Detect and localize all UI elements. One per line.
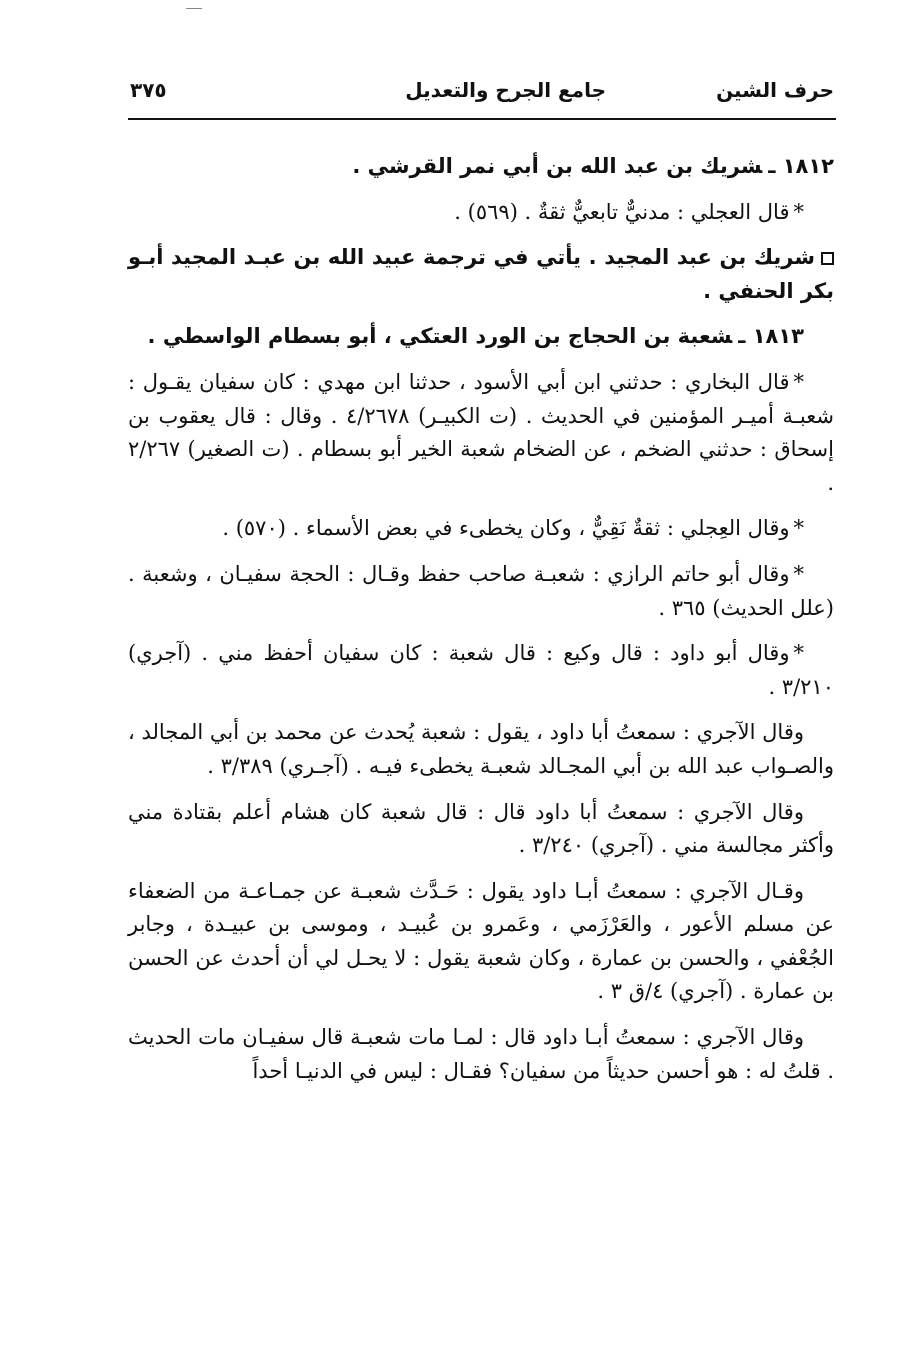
paragraph-text: وقال أبو داود : قال وكيع : قال شعبة : كان سفيان أحفظ مني . (آجري) ٣/٢١٠ . [128, 641, 834, 699]
paragraph-text: وقال أبو حاتم الرازي : شعبـة صاحب حفظ وقـال : الحجة سفيـان ، وشعبة . (علل الحديث) ٣٦٥ . [128, 561, 834, 620]
entry-1813-paragraph [128, 1021, 834, 1088]
entry-1813-paragraph [128, 637, 834, 704]
paragraph-text: وقال الآجري : سمعتُ أبـا داود قال : لمـا مات شعبـة قال سفيـان مات الحديث . قلتُ له : هو أحسن حديثاً من سفيان؟ فقـال : ليس في الدنيـا أحداً [128, 1025, 834, 1083]
entry-number: ١٨١٣ ـ [738, 324, 804, 349]
header-divider [128, 118, 836, 120]
page-number: ٣٧٥ [130, 78, 167, 102]
page-body [128, 150, 834, 1100]
entry-1813-heading [128, 320, 834, 354]
page-header [128, 72, 836, 116]
entry-1813-paragraph [128, 716, 834, 783]
entry-1813-paragraph [128, 796, 834, 863]
chapter-title: حرف الشين [716, 78, 834, 102]
paragraph-text: وقال العِجلي : ثقةٌ نَقِيٌّ ، وكان يخطىء في بعض الأسماء . (٥٧٠) . [222, 516, 790, 541]
entry-number: ١٨١٢ ـ [768, 154, 834, 178]
quote-text: قال العجلي : مدنيٌّ تابعيٌّ ثقةٌ . (٥٦٩) . [454, 199, 790, 224]
entry-1813-paragraph [128, 366, 834, 500]
paragraph-text: وقال الآجري : سمعتُ أبا داود قال : قال شعبة كان هشام أعلم بقتادة مني وأكثر مجالسة مني . (آجري) ٣/٢٤٠ . [128, 799, 834, 858]
square-box-icon [821, 252, 834, 265]
asterisk-marker: * [793, 369, 804, 394]
entry-1812-heading [128, 150, 834, 184]
cross-reference-text: شريك بن عبد المجيد . يأتي في ترجمة عبيد الله بن عبـد المجيد أبـو بكر الحنفي . [128, 245, 834, 303]
entry-1812-quote [128, 196, 834, 230]
book-title: جامع الجرح والتعديل [405, 78, 606, 102]
entry-1813-paragraph [128, 558, 834, 625]
paragraph-text: وقال الآجري : سمعتُ أبا داود ، يقول : شعبة يُحدث عن محمد بن أبي المجالد ، والصـواب عبد الله بن أبي المجـالد شعبـة يخطىء فيـه . (آجـري) ٣/٣٨٩ . [128, 720, 834, 778]
asterisk-marker: * [793, 561, 804, 586]
asterisk-marker: * [793, 641, 804, 666]
entry-1813-paragraph [128, 875, 834, 1009]
scan-mark [186, 8, 202, 9]
entry-1813-paragraph [128, 512, 834, 546]
asterisk-marker: * [793, 516, 804, 541]
cross-reference [128, 241, 834, 308]
paragraph-text: قال البخاري : حدثني ابن أبي الأسود ، حدثنا ابن مهدي : كان سفيان يقـول : شعبـة أميـر المؤمنين في الحديث . (ت الكبيـر) ٤/٢٦٧٨ . وقال : قال يعقوب بن إسحاق : حدثني الضخم ، عن الضخام شعبة الخير أبو بسطام . (ت الصغير) ٢/٢٦٧ . [128, 369, 834, 495]
paragraph-text: وقـال الآجري : سمعتُ أبـا داود يقول : حَـدَّث شعبـة عن جمـاعـة من الضعفاء عن مسلم الأعور ، والعَرْزَمي ، وعَمرو بن عُبيـد ، وموسى بن عبيـدة ، وجابر الجُعْفي ، والحسن بن عمارة ، وكان شعبة يقول : لا يحـل لي أن أحدث عن الحسن بن عمارة . (آجري) ٤/ق ٣ . [128, 878, 834, 1004]
entry-name: شعبة بن الحجاج بن الورد العتكي ، أبو بسطام الواسطي . [147, 324, 733, 349]
asterisk-marker: * [793, 199, 804, 224]
entry-name: شريك بن عبد الله بن أبي نمر القرشي . [352, 154, 763, 178]
